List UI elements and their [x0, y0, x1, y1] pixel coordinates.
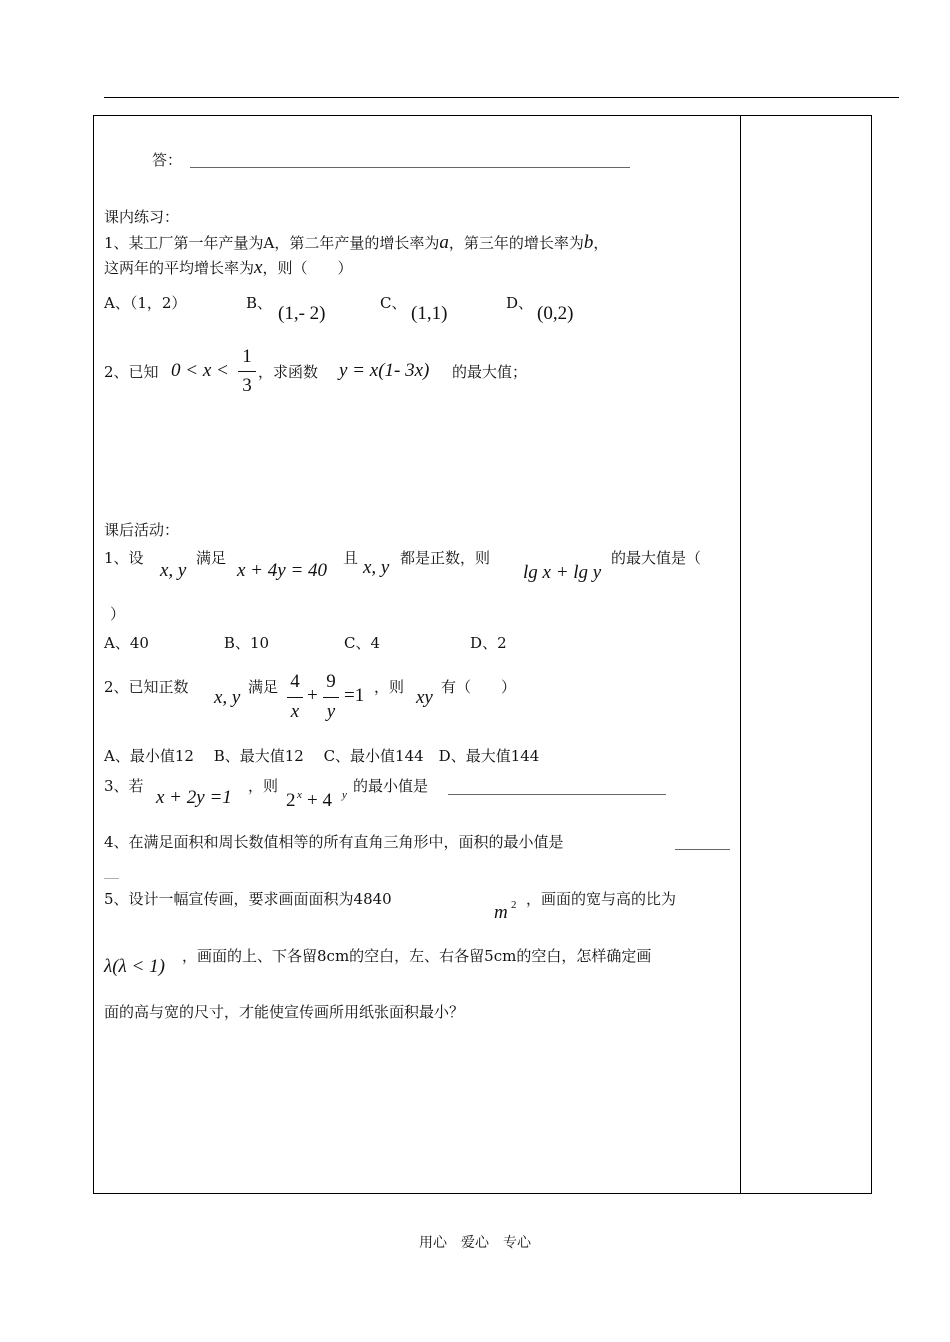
- q2-suffix: 的最大值；: [452, 363, 528, 381]
- q1-var-a: a: [439, 232, 449, 253]
- after-q4-text: 4、在满足面积和周长数值相等的所有直角三角形中，面积的最小值是: [104, 833, 564, 851]
- after-q1-expr: lg x + lg y: [523, 562, 602, 583]
- q1-option-d-label: D、: [506, 294, 534, 312]
- answer-blank: [190, 167, 630, 168]
- q1-option-b-label: B、: [246, 294, 273, 312]
- practice-heading: 课内练习：: [104, 208, 180, 226]
- practice-q1-line2: [104, 258, 352, 278]
- after-q2-xy: xy: [416, 687, 433, 708]
- after-q2-f2-bar: [323, 697, 339, 698]
- after-q4-continuation: __: [104, 861, 119, 879]
- after-q2-f2-den: y: [326, 701, 336, 722]
- q2-frac-den: 3: [242, 375, 252, 396]
- after-q2-then: ，则: [374, 678, 405, 696]
- q2-inequality: 0 < x <: [171, 360, 229, 381]
- after-q2-plus: +: [307, 685, 318, 706]
- after-q2-f2-num: 9: [326, 671, 336, 692]
- after-q2-f1-den: x: [290, 701, 300, 722]
- after-q5-unit: m: [494, 902, 508, 923]
- after-q1-and: 且: [343, 549, 359, 567]
- after-q3-exp1: x: [297, 789, 302, 801]
- page-footer: 用心 爱心 专心: [419, 1235, 531, 1251]
- after-q5-line3: 面的高与宽的尺寸，才能使宣传画所用纸张面积最小？: [104, 1003, 465, 1021]
- after-q1-equation: x + 4y = 40: [237, 560, 328, 581]
- after-q2-prefix: 2、已知正数: [104, 678, 189, 696]
- q1-line2-a: 这两年的平均增长率为: [104, 259, 255, 277]
- after-q1-vars2: x, y: [363, 557, 390, 578]
- after-q5-line1-b: ，画面的宽与高的比为: [526, 890, 677, 908]
- q1-option-d-math: (0,2): [537, 303, 574, 324]
- q1-var-b: b: [583, 232, 594, 253]
- after-q1-positive: 都是正数，则: [400, 549, 491, 567]
- after-q2-f1-num: 4: [290, 671, 300, 692]
- after-q5-lambda: λ(λ < 1): [104, 956, 165, 977]
- after-q3-exp2: y: [342, 789, 347, 801]
- q1-var-x: x: [254, 257, 263, 278]
- q2-frac-num: 1: [242, 346, 252, 367]
- after-q2-f1-bar: [287, 697, 303, 698]
- after-heading: 课后活动：: [104, 521, 180, 539]
- after-q4-blank: [675, 849, 730, 850]
- after-q3-prefix: 3、若: [104, 777, 144, 795]
- practice-q1-line1: [104, 233, 608, 253]
- q1-option-c-math: (1,1): [411, 303, 448, 324]
- q1-text-a: 1、某工厂第一年产量为A，第二年产量的增长率为: [104, 234, 440, 252]
- after-q3-then: ，则: [248, 777, 279, 795]
- q2-function: y = x(1- 3x): [339, 360, 430, 381]
- after-q3-base1: 2: [286, 790, 296, 811]
- after-q5-line1-a: 5、设计一幅宣传画，要求画面面积为4840: [104, 890, 392, 908]
- after-q3-blank: [448, 794, 666, 795]
- after-q3-tail: 的最小值是: [353, 777, 429, 795]
- after-q1-options: A、40 B、10 C、4 D、2: [104, 634, 507, 652]
- after-q2-options: A、最小值12 B、最大值12 C、最小值144 D、最大值144: [104, 747, 540, 765]
- answer-label: 答：: [152, 151, 183, 169]
- q2-prefix: 2、已知: [104, 363, 159, 381]
- header-rule: [104, 97, 899, 98]
- after-q2-vars: x, y: [214, 687, 241, 708]
- notes-column-divider: [740, 115, 741, 1194]
- after-q1-vars1: x, y: [160, 560, 187, 581]
- q1-option-a: A、（1，2）: [104, 294, 187, 312]
- after-q3-plus4: + 4: [307, 790, 332, 811]
- after-q1-close: ）: [110, 605, 126, 623]
- q2-frac-bar: [238, 371, 256, 372]
- q1-text-c: ，: [593, 234, 609, 252]
- after-q5-unit-exp: 2: [511, 899, 517, 911]
- after-q3-equation: x + 2y =1: [156, 787, 232, 808]
- after-q1-satisfy: 满足: [196, 549, 227, 567]
- after-q2-eq1: =1: [344, 685, 365, 706]
- q1-option-b-math: (1,- 2): [278, 303, 326, 324]
- after-q1-prefix: 1、设: [104, 549, 144, 567]
- q1-text-b: ，第三年的增长率为: [448, 234, 584, 252]
- q2-mid: ，求函数: [258, 363, 319, 381]
- after-q1-tail: 的最大值是（: [611, 549, 702, 567]
- after-q2-has: 有（ ）: [441, 678, 517, 696]
- after-q2-satisfy: 满足: [248, 678, 279, 696]
- q1-line2-b: ，则（ ）: [262, 259, 353, 277]
- q1-option-c-label: C、: [380, 294, 407, 312]
- after-q5-line2: ，画面的上、下各留8cm的空白，左、右各留5cm的空白，怎样确定画: [182, 947, 652, 965]
